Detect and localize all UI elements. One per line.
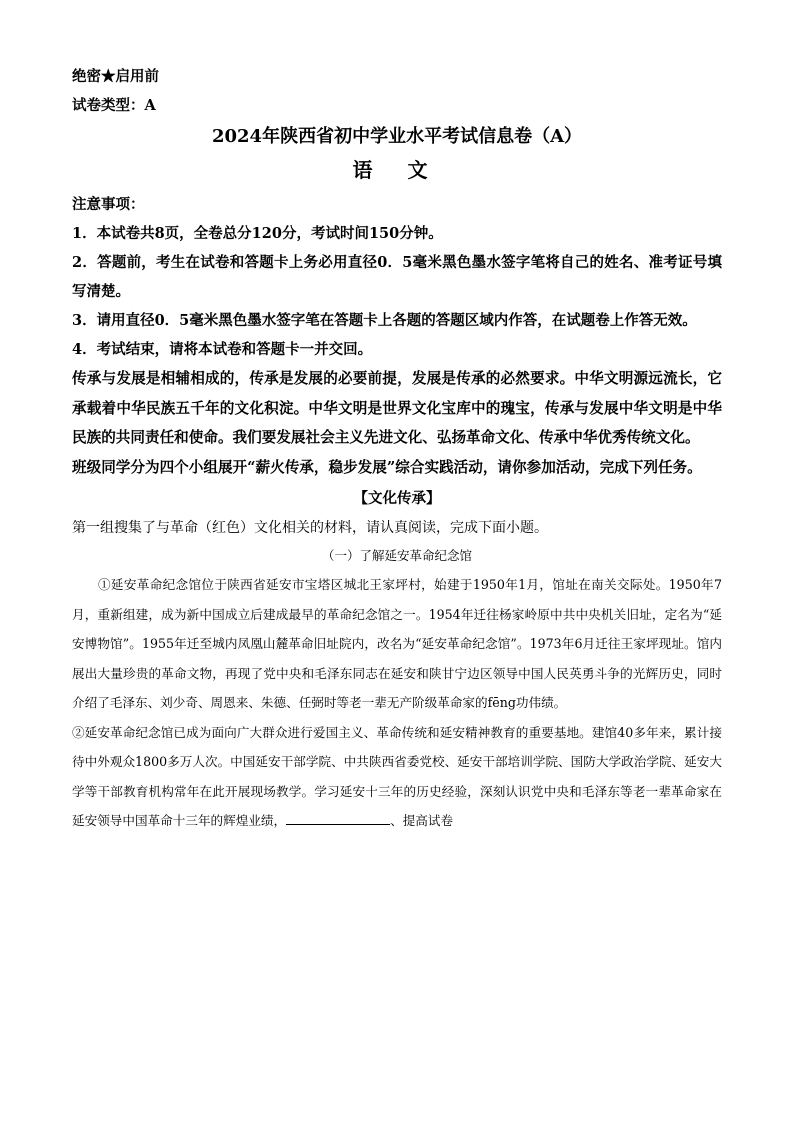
activity-paragraph: 班级同学分为四个小组展开“薪火传承，稳步发展”综合实践活动，请你参加活动，完成下列任务。 <box>72 458 702 476</box>
notice-heading: 注意事项： <box>72 196 145 213</box>
passage-paragraph-2-text: ②延安革命纪念馆已成为面向广大群众进行爱国主义、革命传统和延安精神教育的重要基地。建馆40多年来，累计接待中外观众1800多万人次。中国延安干部学院、中共陕西省委党校、延安干部培训学院、国防大学政治学院、延安大学等干部教育机构常年在此开展现场教学。学习延安十三年的历史经验，深刻认识党中央和毛泽东等老一辈革命家在延安领导中国革命十三年的辉煌业绩， <box>72 724 722 828</box>
passage-paragraph-1: ①延安革命纪念馆位于陕西省延安市宝塔区城北王家坪村，始建于1950年1月，馆址在南关交际处。1950年7月，重新组建，成为新中国成立后建成最早的革命纪念馆之一。1954年迁往杨家岭原中共中央机关旧址，定名为“延安博物馆”。1955年迁至城内凤凰山麓革命旧址院内，改名为“延安革命纪念馆”。1973年6月迁往王家坪现址。馆内展出大量珍贵的革命文物，再现了党中央和毛泽东同志在延安和陕甘宁边区领导中国人民英勇斗争的光辉历史，同时介绍了毛泽东、刘少奇、周恩来、朱德、任弼时等老一辈无产阶级革命家的fēng功伟绩。 <box>72 577 722 710</box>
answer-blank[interactable] <box>286 812 390 825</box>
notice-item-2: 2．答题前，考生在试卷和答题卡上务必用直径0．5毫米黑色墨水签字笔将自己的姓名、准考证号填写清楚。 <box>72 254 722 300</box>
notice-item-3: 3．请用直径0．5毫米黑色墨水签字笔在答题卡上各题的答题区域内作答，在试题卷上作答无效。 <box>72 312 697 329</box>
intro-paragraph: 传承与发展是相辅相成的，传承是发展的必要前提，发展是传承的必然要求。中华文明源远流长，它承载着中华民族五千年的文化积淀。中华文明是世界文化宝库中的瑰宝，传承与发展中华文明是中华民族的共同责任和使命。我们要发展社会主义先进文化、弘扬革命文化、传承中华优秀传统文化。 <box>72 370 722 446</box>
section-lead: 第一组搜集了与革命（红色）文化相关的材料，请认真阅读，完成下面小题。 <box>72 520 548 536</box>
notice-item-1: 1．本试卷共8页，全卷总分120分，考试时间150分钟。 <box>72 225 443 242</box>
passage-paragraph-2 <box>72 718 722 836</box>
secret-label: 绝密★启用前 <box>72 68 159 85</box>
notice-item-4: 4．考试结束，请将本试卷和答题卡一并交回。 <box>72 341 373 358</box>
exam-title: 2024年陕西省初中学业水平考试信息卷（A） <box>211 126 583 147</box>
passage-paragraph-2-tail: 、提高试卷 <box>390 813 454 828</box>
paper-type-label: 试卷类型：A <box>72 97 156 114</box>
exam-subject: 语 文 <box>352 158 442 182</box>
section-heading: 【文化传承】 <box>353 490 441 507</box>
exam-page <box>72 62 722 836</box>
passage-subtitle: （一）了解延安革命纪念馆 <box>321 548 472 563</box>
